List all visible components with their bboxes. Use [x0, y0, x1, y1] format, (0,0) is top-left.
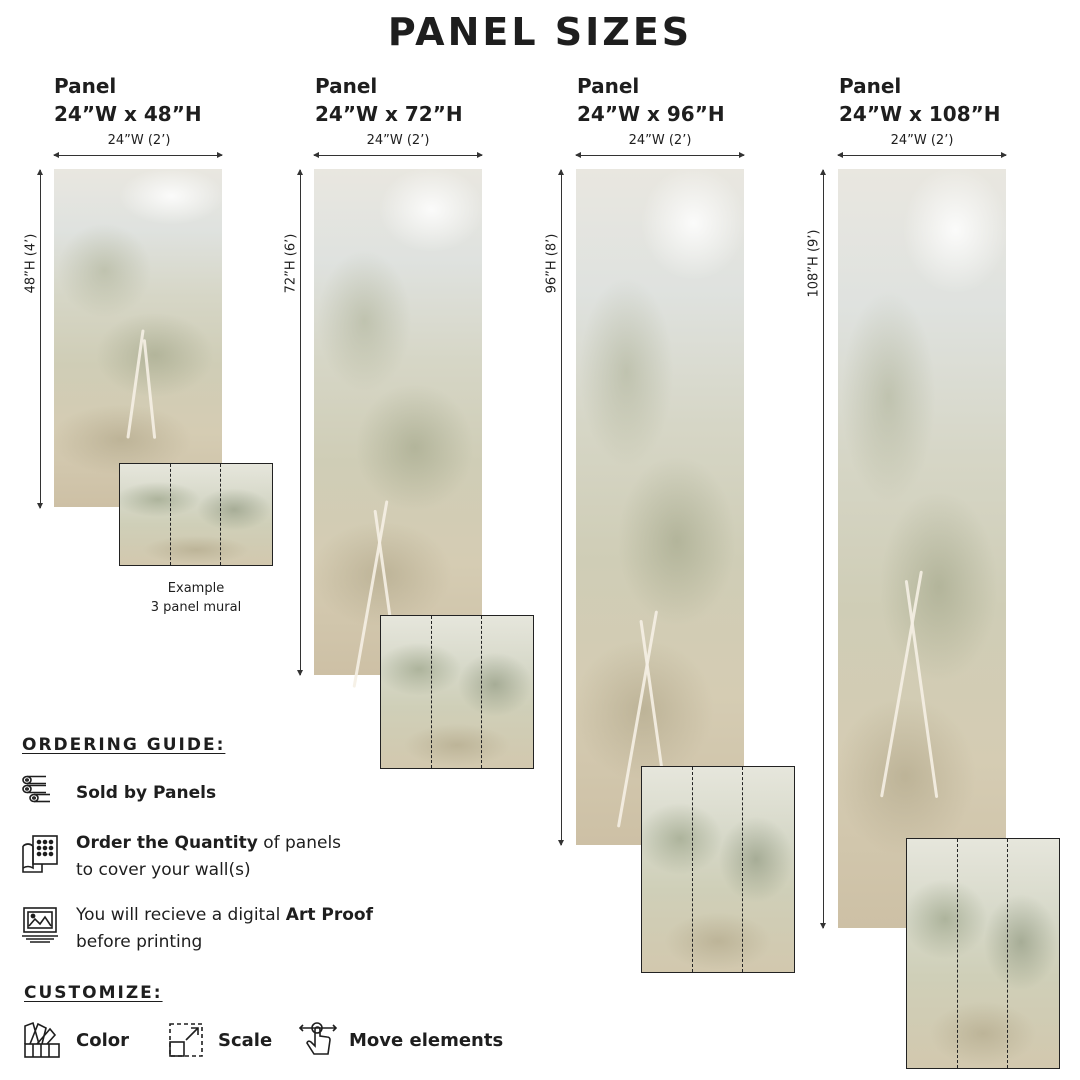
panel-3-width-dim: 24”W (2’): [628, 133, 692, 148]
ordering-guide-heading: ORDERING GUIDE:: [22, 735, 226, 755]
rolls-icon: [20, 774, 52, 806]
panel-4-label: [839, 72, 1001, 128]
panel-2-height-arrow: [300, 170, 301, 675]
panel-1-width-arrow: [54, 155, 222, 156]
move-hand-icon: [298, 1018, 338, 1060]
panel-1-title: Panel: [54, 74, 117, 98]
order-quantity-text: [76, 830, 341, 884]
panel-3-label: [577, 72, 725, 128]
panel-1-size: 24”W x 48”H: [54, 102, 202, 126]
panel-3-example-mural: [641, 766, 795, 973]
panel-1-height-arrow: [40, 170, 41, 508]
panel-1-label: [54, 72, 202, 128]
panel-4-mural-image: [838, 169, 1006, 928]
customize-move-label: Move elements: [349, 1030, 504, 1051]
art-proof-line2: before printing: [76, 932, 203, 952]
panel-1-height-dim: 48”H (4’): [23, 233, 39, 294]
panel-3-size: 24”W x 96”H: [577, 102, 725, 126]
wallpaper-icon: [20, 834, 60, 876]
panel-3-title: Panel: [577, 74, 640, 98]
panel-4-width-dim: 24”W (2’): [890, 133, 954, 148]
scale-icon: [168, 1022, 204, 1058]
customize-color-label: Color: [76, 1030, 129, 1051]
art-proof-icon: [20, 905, 60, 943]
panel-4-height-arrow: [823, 170, 824, 928]
panel-2-size: 24”W x 72”H: [315, 102, 463, 126]
order-quantity-bold: Order the Quantity: [76, 833, 258, 853]
panel-2-width-arrow: [314, 155, 482, 156]
customize-scale-label: Scale: [218, 1030, 273, 1051]
panel-2-label: [315, 72, 463, 128]
panel-4-width-arrow: [838, 155, 1006, 156]
panel-3-height-dim: 96”H (8’): [544, 233, 560, 294]
art-proof-text: [76, 902, 373, 956]
order-quantity-rest: of panels: [257, 833, 342, 853]
color-swatch-icon: [22, 1020, 62, 1060]
panel-4-example-mural: [906, 838, 1060, 1069]
page-title: PANEL SIZES: [387, 10, 693, 54]
sold-by-panels-text: [76, 780, 216, 807]
panel-4-size: 24”W x 108”H: [839, 102, 1001, 126]
example-caption: [126, 579, 266, 617]
order-quantity-line2: to cover your wall(s): [76, 860, 251, 880]
example-caption-line1: Example: [167, 581, 225, 596]
panel-3-mural-image: [576, 169, 744, 845]
panel-2-example-mural: [380, 615, 534, 769]
panel-2-mural-image: [314, 169, 482, 675]
panel-3-height-arrow: [561, 170, 562, 845]
panel-1-example-mural: [119, 463, 273, 566]
customize-heading: CUSTOMIZE:: [24, 983, 163, 1003]
art-proof-bold: Art Proof: [285, 905, 373, 925]
panel-1-width-dim: 24”W (2’): [107, 133, 171, 148]
panel-4-height-dim: 108”H (9’): [806, 229, 822, 298]
panel-2-width-dim: 24”W (2’): [366, 133, 430, 148]
panel-2-height-dim: 72”H (6’): [283, 233, 299, 294]
art-proof-pre: You will recieve a digital: [76, 905, 286, 925]
panel-4-title: Panel: [839, 74, 902, 98]
sold-by-panels-bold: Sold by Panels: [76, 783, 217, 803]
panel-3-width-arrow: [576, 155, 744, 156]
panel-2-title: Panel: [315, 74, 378, 98]
example-caption-line2: 3 panel mural: [150, 600, 242, 615]
panel-1-mural-image: [54, 169, 222, 507]
